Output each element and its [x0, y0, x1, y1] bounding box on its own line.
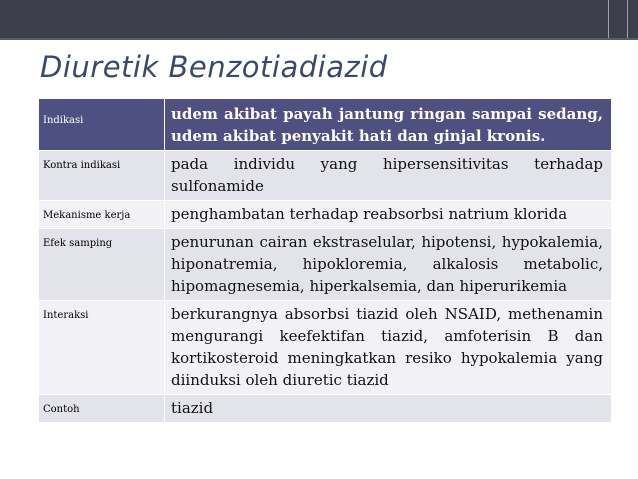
header-divider [0, 38, 638, 40]
table-row-interaksi [39, 301, 612, 395]
row-value: penghambatan terhadap reabsorbsi natrium klorida [165, 201, 612, 229]
table-row-contoh [39, 395, 612, 423]
row-label: Contoh [39, 395, 165, 423]
row-value: berkurangnya absorbsi tiazid oleh NSAID, methenamin mengurangi keefektifan tiazid, amfoterisin B dan kortikosteroid meningkatkan resiko hypokalemia yang diinduksi oleh diuretic tiazid [165, 301, 612, 395]
row-value: udem akibat payah jantung ringan sampai sedang, udem akibat penyakit hati dan ginjal kronis. [165, 99, 612, 151]
drug-info-table [38, 98, 612, 423]
row-label: Indikasi [39, 99, 165, 151]
table-row-mekanisme-kerja [39, 201, 612, 229]
row-label: Efek samping [39, 229, 165, 301]
row-value: pada individu yang hipersensitivitas terhadap sulfonamide [165, 151, 612, 201]
table-row-kontra-indikasi [39, 151, 612, 201]
slide-title: Diuretik Benzotiadiazid [40, 50, 388, 84]
header-corner-decoration [608, 0, 628, 39]
row-label: Mekanisme kerja [39, 201, 165, 229]
row-label: Kontra indikasi [39, 151, 165, 201]
table-row-indikasi [39, 99, 612, 151]
row-label: Interaksi [39, 301, 165, 395]
row-value: tiazid [165, 395, 612, 423]
row-value: penurunan cairan ekstraselular, hipotensi, hypokalemia, hiponatremia, hipokloremia, alkalosis metabolic, hipomagnesemia, hiperkalsemia, dan hiperurikemia [165, 229, 612, 301]
slide-header-bar [0, 0, 638, 40]
table-row-efek-samping [39, 229, 612, 301]
